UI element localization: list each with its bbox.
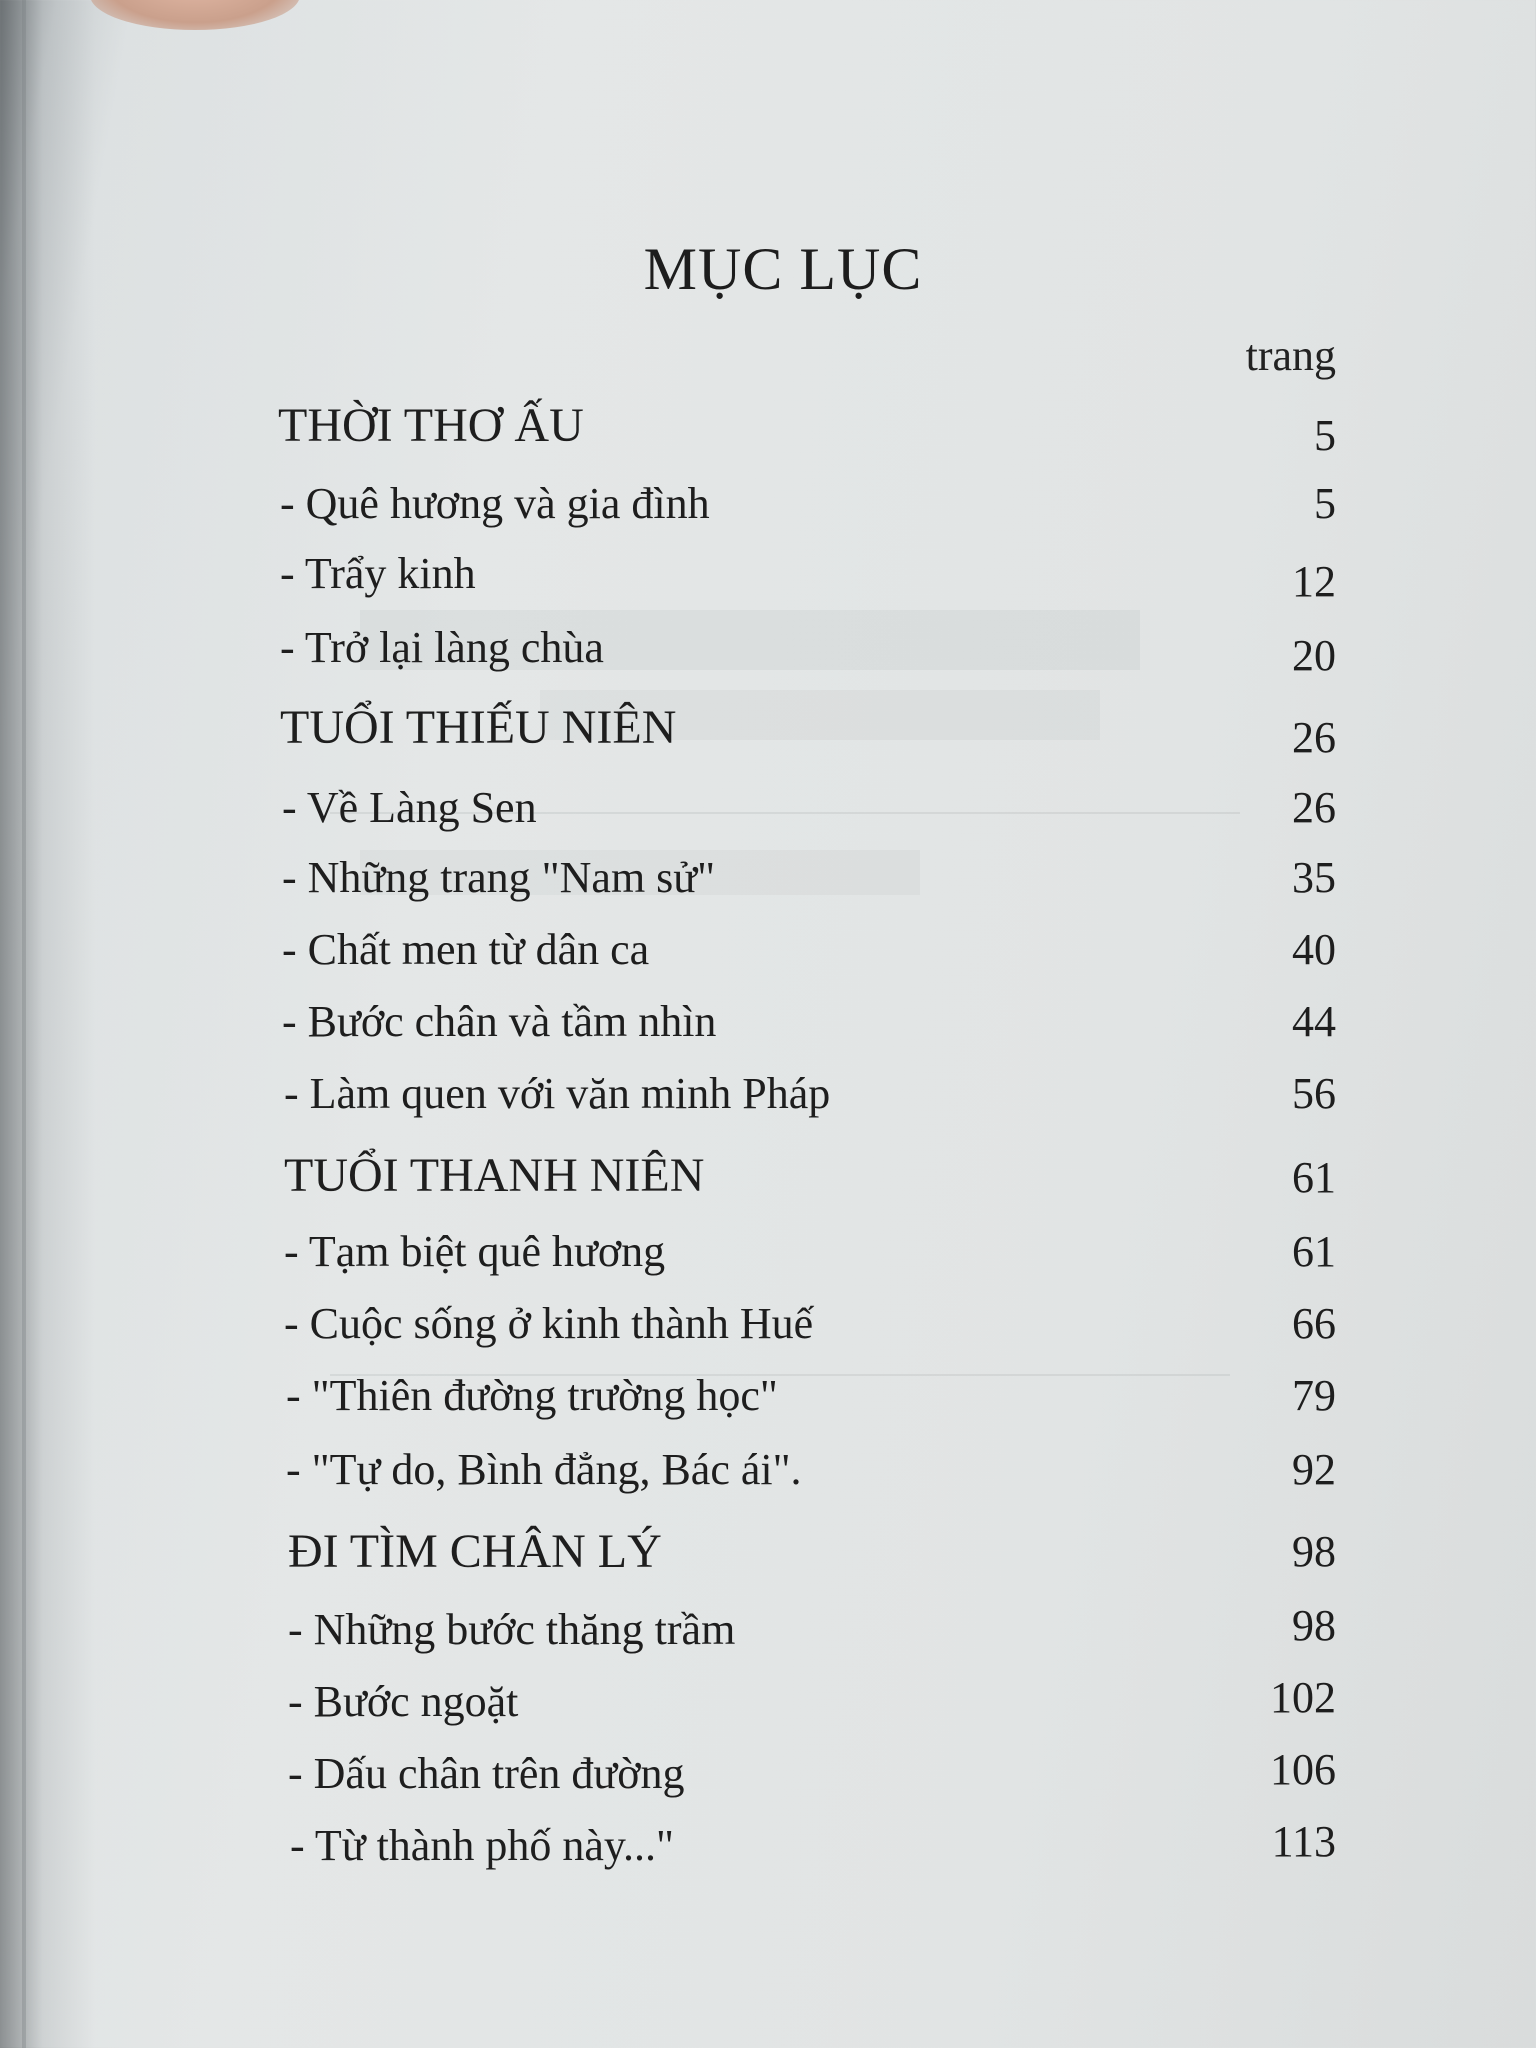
toc-entry bbox=[0, 1673, 1536, 1736]
toc-entry-page: 66 bbox=[1292, 1299, 1336, 1348]
toc-entry-title: - Những trang "Nam sử" bbox=[282, 853, 716, 902]
toc-entry-page: 92 bbox=[1292, 1445, 1336, 1494]
toc-entry bbox=[0, 996, 1536, 1056]
toc-entry-title: - Chất men từ dân ca bbox=[282, 925, 650, 974]
toc-entry-page: 56 bbox=[1292, 1069, 1336, 1118]
toc-entry bbox=[0, 1298, 1536, 1358]
toc-entry bbox=[0, 1601, 1536, 1664]
toc-entry-page: 12 bbox=[1292, 557, 1336, 606]
toc-entry-page: 113 bbox=[1271, 1817, 1336, 1866]
toc-entry-page: 61 bbox=[1292, 1227, 1336, 1276]
toc-entry bbox=[0, 924, 1536, 984]
toc-entry-title: - Từ thành phố này..." bbox=[290, 1821, 674, 1870]
toc-entry-title: - Bước ngoặt bbox=[288, 1677, 519, 1726]
toc-entry-title: - Quê hương và gia đình bbox=[280, 479, 710, 528]
toc-entry-page: 35 bbox=[1292, 853, 1336, 902]
toc-entry-title: - "Thiên đường trường học" bbox=[286, 1371, 778, 1420]
page-title: MỤC LỤC bbox=[643, 236, 923, 302]
toc-entry bbox=[0, 1444, 1536, 1504]
toc-entry-page: 20 bbox=[1292, 631, 1336, 680]
toc-entry bbox=[0, 478, 1536, 538]
toc-entry-title: TUỔI THIẾU NIÊN bbox=[280, 701, 677, 754]
toc-section bbox=[0, 1148, 1536, 1208]
finger bbox=[90, 0, 300, 30]
toc-entry-page: 5 bbox=[1314, 411, 1336, 460]
toc-entry-title: - Bước chân và tầm nhìn bbox=[282, 997, 717, 1046]
toc-entry-title: - Trẩy kinh bbox=[280, 549, 476, 598]
toc-entry bbox=[0, 1370, 1536, 1430]
toc-entry-page: 26 bbox=[1292, 783, 1336, 832]
toc-entry-title: TUỔI THANH NIÊN bbox=[284, 1149, 705, 1202]
toc-entry-title: - Trở lại làng chùa bbox=[280, 623, 604, 672]
toc-entry-page: 98 bbox=[1292, 1527, 1336, 1576]
toc-entry-title: - Làm quen với văn minh Pháp bbox=[284, 1069, 831, 1118]
toc-entry-page: 79 bbox=[1292, 1371, 1336, 1420]
toc-entry bbox=[0, 1068, 1536, 1128]
toc-entry-title: ĐI TÌM CHÂN LÝ bbox=[288, 1525, 662, 1578]
toc-section bbox=[0, 1524, 1536, 1584]
toc-entry bbox=[0, 548, 1536, 608]
toc-entry-page: 5 bbox=[1314, 479, 1336, 528]
page-column-label: trang bbox=[1245, 331, 1336, 380]
toc-entry bbox=[0, 1817, 1536, 1880]
toc-entry-page: 98 bbox=[1292, 1601, 1336, 1650]
toc-entry bbox=[0, 1745, 1536, 1808]
toc-entry-title: - Những bước thăng trầm bbox=[288, 1605, 736, 1654]
toc-entry-page: 61 bbox=[1292, 1153, 1336, 1202]
toc-section bbox=[0, 700, 1536, 760]
toc-entry-title: THỜI THƠ ẤU bbox=[278, 399, 584, 452]
toc-entry-page: 44 bbox=[1292, 997, 1336, 1046]
toc-entry-page: 40 bbox=[1292, 925, 1336, 974]
toc-entry-page: 102 bbox=[1270, 1673, 1336, 1722]
toc-entry-title: - Tạm biệt quê hương bbox=[284, 1227, 666, 1276]
toc-entry-title: - Dấu chân trên đường bbox=[288, 1749, 685, 1798]
toc-entry-title: - Cuộc sống ở kinh thành Huế bbox=[284, 1299, 814, 1348]
toc-entry bbox=[0, 1226, 1536, 1286]
toc-entry-title: - Về Làng Sen bbox=[282, 783, 537, 832]
toc-entry-page: 106 bbox=[1270, 1745, 1336, 1794]
toc-entry-title: - "Tự do, Bình đẳng, Bác ái". bbox=[286, 1445, 802, 1494]
toc-entry-page: 26 bbox=[1292, 713, 1336, 762]
toc-entry bbox=[0, 852, 1536, 912]
toc-entry bbox=[0, 782, 1536, 842]
toc-entry bbox=[0, 622, 1536, 682]
toc-section bbox=[0, 398, 1536, 458]
